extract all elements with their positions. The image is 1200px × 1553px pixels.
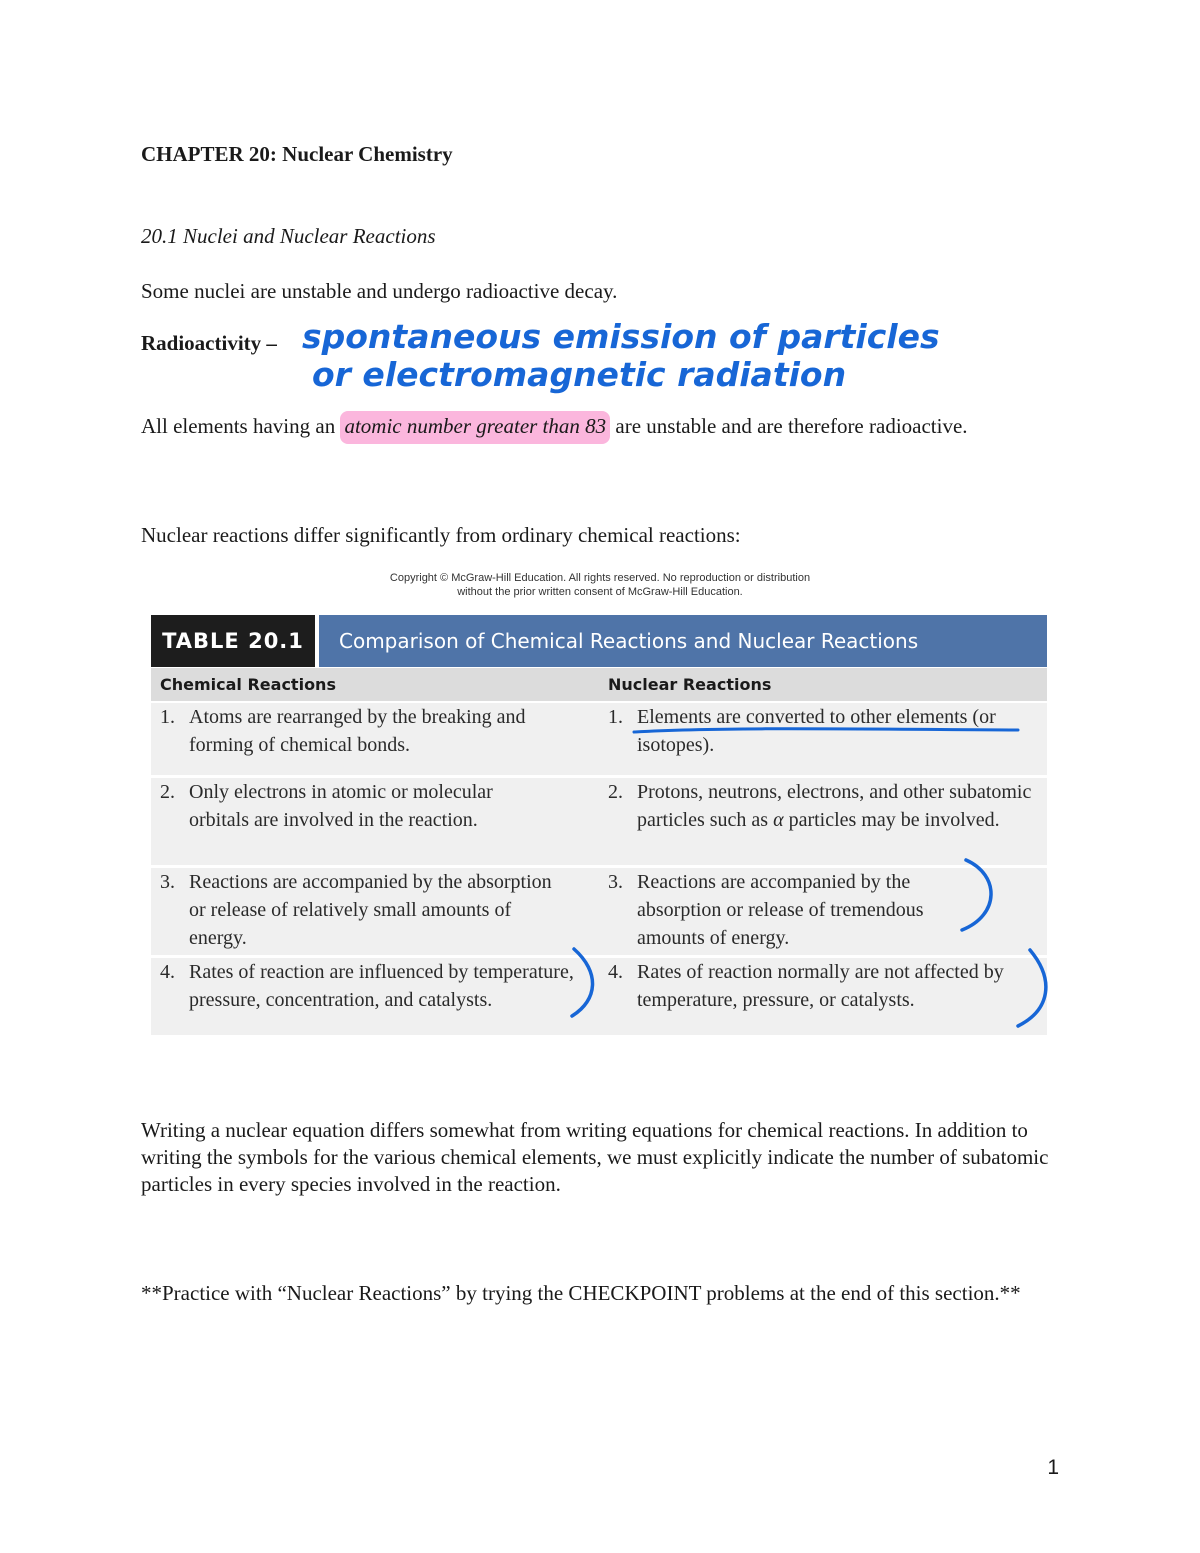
practice-paragraph: **Practice with “Nuclear Reactions” by trying the CHECKPOINT problems at the end of this section.** xyxy=(141,1281,1021,1305)
cell-text: Only electrons in atomic or molecular orbitals are involved in the reaction. xyxy=(189,781,493,831)
row-number: 2. xyxy=(160,781,175,803)
cell-text xyxy=(637,778,1042,834)
copyright-notice: Copyright © McGraw-Hill Education. All rights reserved. No reproduction or distribution without the prior written consent of McGraw-Hill Education. xyxy=(389,572,811,598)
table-row xyxy=(151,868,1047,955)
handwritten-line-2: or electromagnetic radiation xyxy=(312,355,847,394)
radioactivity-label: Radioactivity – xyxy=(141,331,277,355)
chapter-title: CHAPTER 20: Nuclear Chemistry xyxy=(141,142,453,166)
row-number: 1. xyxy=(608,706,623,728)
row-number: 3. xyxy=(608,871,623,893)
nuclear-differ-text: Nuclear reactions differ significantly from ordinary chemical reactions: xyxy=(141,523,741,547)
row-number: 2. xyxy=(608,781,623,803)
table-row xyxy=(151,703,1047,775)
table-row xyxy=(151,778,1047,865)
cell-text: Reactions are accompanied by the absorption or release of relatively small amounts of energy. xyxy=(189,871,552,949)
highlighted-phrase: atomic number greater than 83 xyxy=(340,411,610,444)
row-number: 4. xyxy=(160,961,175,983)
cell-text: Reactions are accompanied by the absorption or release of tremendous amounts of energy. xyxy=(637,871,924,949)
elements-text-before: All elements having an xyxy=(141,414,341,438)
table-label: TABLE 20.1 xyxy=(151,615,315,667)
row-number: 1. xyxy=(160,706,175,728)
handwritten-line-1: spontaneous emission of particles xyxy=(302,317,940,356)
row-number: 4. xyxy=(608,961,623,983)
elements-paragraph xyxy=(141,413,1021,440)
cell-text: Rates of reaction normally are not affected by temperature, pressure, or catalysts. xyxy=(637,961,1004,1011)
table-title: Comparison of Chemical Reactions and Nuclear Reactions xyxy=(319,615,1047,667)
alpha-symbol: α xyxy=(773,809,784,831)
writing-paragraph: Writing a nuclear equation differs somewhat from writing equations for chemical reactions. In addition to writing the symbols for the various chemical elements, we must explicitly indicate the number of subatomic particles in every species involved in the reaction. xyxy=(141,1118,1049,1196)
cell-text: Rates of reaction are influenced by temperature, pressure, concentration, and catalysts. xyxy=(189,961,574,1011)
elements-text-after: are unstable and are therefore radioactive. xyxy=(610,414,968,438)
table-row xyxy=(151,958,1047,1035)
cell-text-after: particles may be involved. xyxy=(783,809,1000,831)
intro-text: Some nuclei are unstable and undergo radioactive decay. xyxy=(141,279,618,303)
cell-text-before: Protons, neutrons, electrons, and other subatomic particles such as xyxy=(637,781,1032,831)
page-number: 1 xyxy=(1047,1456,1059,1479)
handwritten-definition xyxy=(300,306,940,406)
comparison-table xyxy=(151,613,1047,1035)
table-header-row xyxy=(151,668,1047,701)
section-heading: 20.1 Nuclei and Nuclear Reactions xyxy=(141,224,436,248)
header-nuclear: Nuclear Reactions xyxy=(608,675,772,694)
cell-text: Atoms are rearranged by the breaking and forming of chemical bonds. xyxy=(189,706,526,756)
row-number: 3. xyxy=(160,871,175,893)
header-chemical: Chemical Reactions xyxy=(160,675,336,694)
cell-text: Elements are converted to other elements (or isotopes). xyxy=(637,706,996,756)
